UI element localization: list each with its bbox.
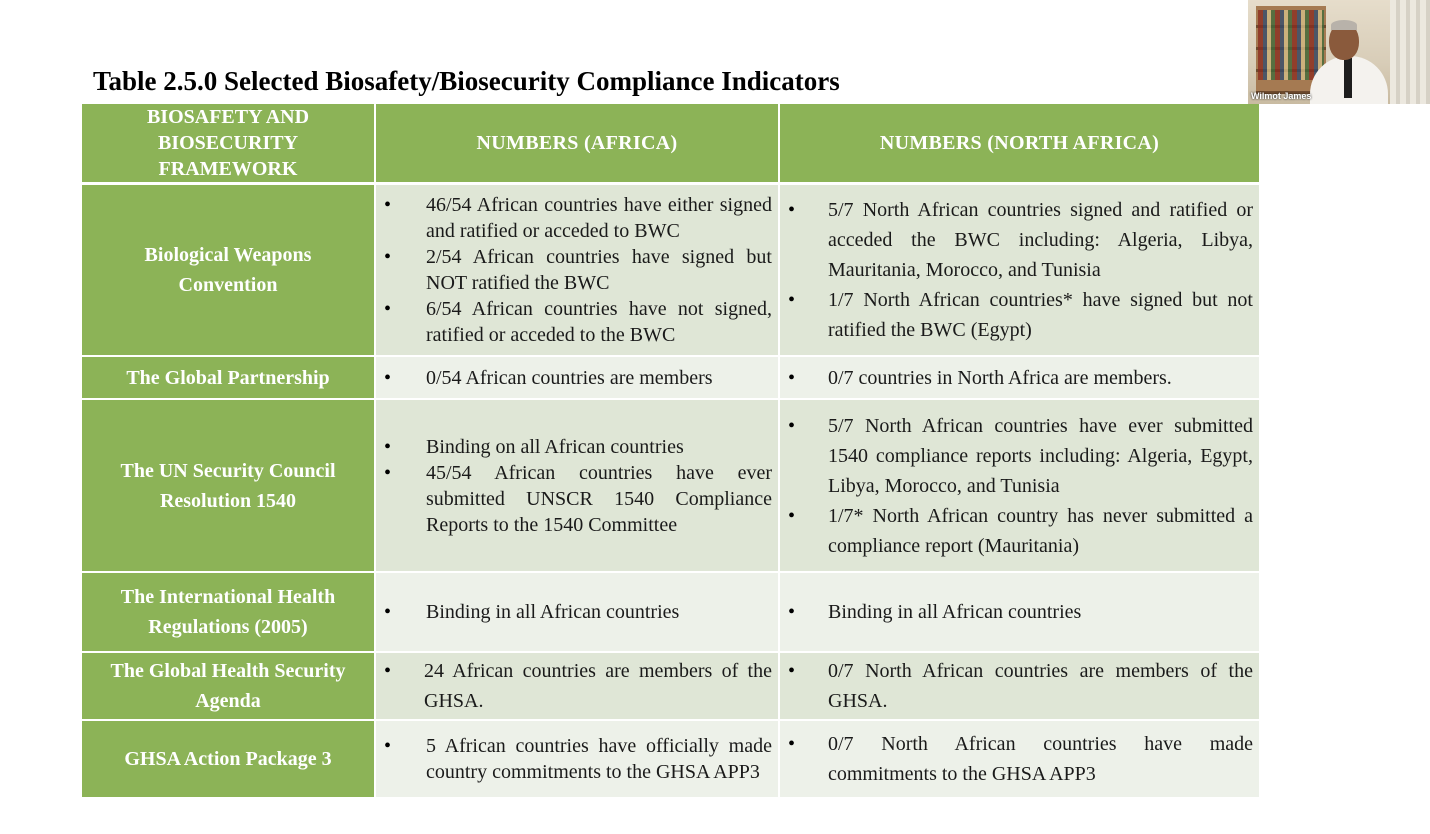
list-item: • 1/7 North African countries* have signed but not ratified the BWC (Egypt) — [788, 285, 1253, 345]
curtain-background — [1390, 0, 1430, 104]
list-item: • 6/54 African countries have not signed, ratified or acceded to the BWC — [384, 296, 772, 348]
header-numbers-north-africa: NUMBERS (NORTH AFRICA) — [780, 104, 1259, 185]
row-label-bwc: Biological Weapons Convention — [82, 185, 376, 357]
row-label-ghsa-app3: GHSA Action Package 3 — [82, 721, 376, 799]
cell-africa-ihr-2005 — [376, 573, 780, 653]
participant-hair — [1331, 20, 1357, 30]
cell-africa-global-partnership — [376, 357, 780, 400]
list-item: • 0/7 North African countries have made commitments to the GHSA APP3 — [788, 729, 1253, 789]
list-item: • 24 African countries are members of the GHSA. — [384, 656, 772, 716]
table-row — [82, 357, 1259, 400]
participant-tie — [1344, 58, 1352, 98]
table-row — [82, 573, 1259, 653]
list-item: • 5/7 North African countries signed and ratified or acceded the BWC including: Algeria, Libya, Mauritania, Morocco, and Tunisia — [788, 195, 1253, 285]
table-row — [82, 721, 1259, 799]
row-label-unscr-1540: The UN Security Council Resolution 1540 — [82, 400, 376, 573]
list-item: • 5 African countries have officially made country commitments to the GHSA APP3 — [384, 733, 772, 785]
list-item: • 46/54 African countries have either signed and ratified or acceded to BWC — [384, 192, 772, 244]
list-item: • 0/7 North African countries are members of the GHSA. — [788, 656, 1253, 716]
list-item: • 0/54 African countries are members — [384, 365, 772, 391]
list-item: • 1/7* North African country has never submitted a compliance report (Mauritania) — [788, 501, 1253, 561]
cell-north-africa-bwc — [780, 185, 1259, 357]
list-item: • Binding on all African countries — [384, 434, 772, 460]
participant-name-label: Wilmot James — [1251, 91, 1312, 101]
table-row — [82, 185, 1259, 357]
list-item: • 5/7 North African countries have ever submitted 1540 compliance reports including: Algeria, Egypt, Libya, Morocco, and Tunisia — [788, 411, 1253, 501]
table-row — [82, 653, 1259, 721]
list-item: • Binding in all African countries — [788, 597, 1253, 627]
cell-north-africa-global-partnership — [780, 357, 1259, 400]
list-item: • Binding in all African countries — [384, 599, 772, 625]
cell-africa-bwc — [376, 185, 780, 357]
list-item: • 2/54 African countries have signed but NOT ratified the BWC — [384, 244, 772, 296]
list-item: • 0/7 countries in North Africa are members. — [788, 363, 1253, 393]
compliance-indicators-table — [82, 104, 1259, 799]
books-background — [1258, 10, 1324, 80]
header-framework: BIOSAFETY AND BIOSECURITY FRAMEWORK — [82, 104, 376, 185]
row-label-ghsa: The Global Health Security Agenda — [82, 653, 376, 721]
cell-north-africa-ghsa-app3 — [780, 721, 1259, 799]
cell-north-africa-unscr-1540 — [780, 400, 1259, 573]
row-label-ihr-2005: The International Health Regulations (2005) — [82, 573, 376, 653]
table-row — [82, 400, 1259, 573]
cell-africa-ghsa-app3 — [376, 721, 780, 799]
cell-north-africa-ihr-2005 — [780, 573, 1259, 653]
cell-africa-ghsa — [376, 653, 780, 721]
list-item: • 45/54 African countries have ever submitted UNSCR 1540 Compliance Reports to the 1540 Committee — [384, 460, 772, 538]
cell-africa-unscr-1540 — [376, 400, 780, 573]
slide-title: Table 2.5.0 Selected Biosafety/Biosecurity Compliance Indicators — [93, 66, 840, 96]
participant-video-thumbnail[interactable] — [1248, 0, 1430, 104]
row-label-global-partnership: The Global Partnership — [82, 357, 376, 400]
header-numbers-africa: NUMBERS (AFRICA) — [376, 104, 780, 185]
cell-north-africa-ghsa — [780, 653, 1259, 721]
